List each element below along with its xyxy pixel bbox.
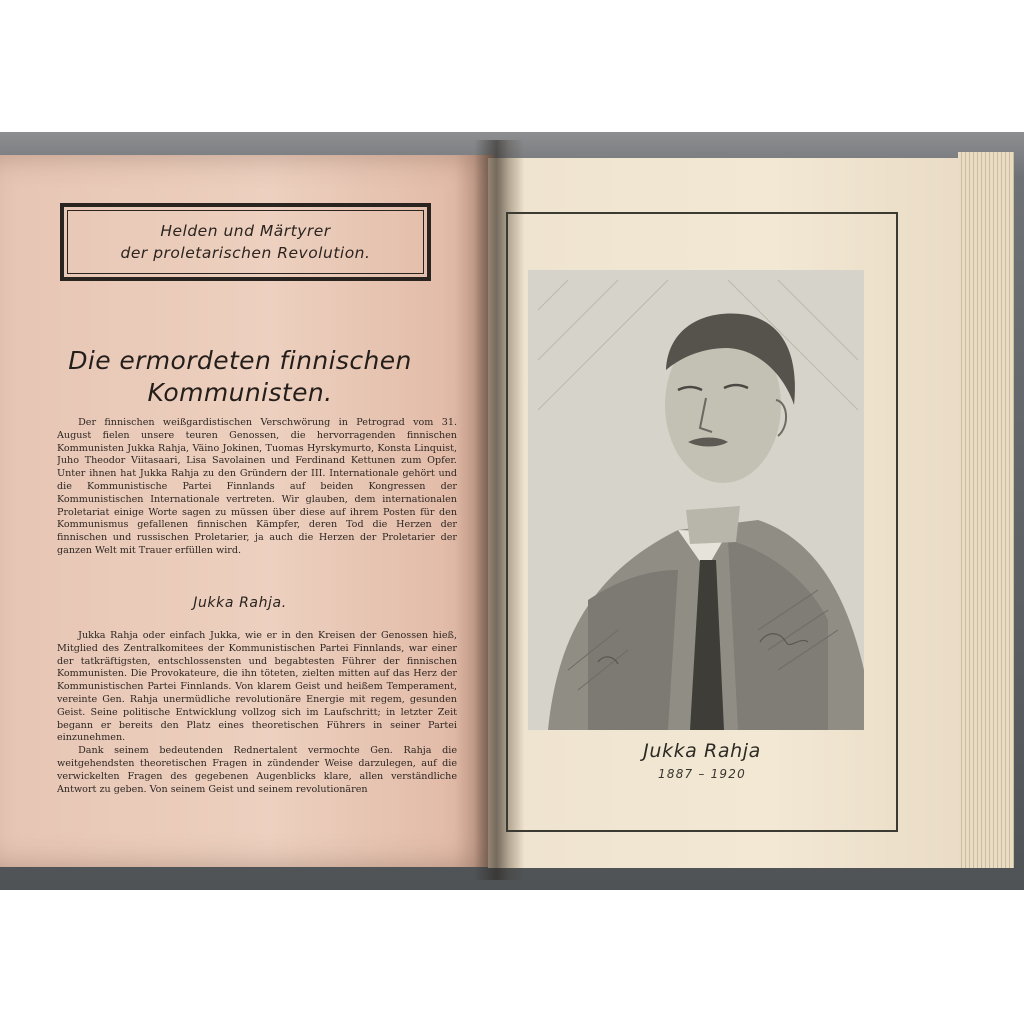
header-inner-frame	[67, 210, 424, 274]
body-paragraph-1: Jukka Rahja oder einfach Jukka, wie er in den Kreisen der Genossen hieß, Mitglied des Zentralkomitees der Kommunistischen Partei Finnlands, war einer der tatkräftigsten, entschlossensten und begabtesten Führer der finnischen Kommunisten. Die Provokateure, die ihn töteten, zielten mitten auf das Herz der Kommunistischen Partei Finnlands. Von klarem Geist und heißem Temperament, vereinte Gen. Rahja unermüdliche revolutionäre Energie mit regem, gesunden Geist. Seine politische Entwicklung vollzog sich im Laufschritt; in letzter Zeit begann er bereits den Platz eines theoretischen Führers in seiner Partei einzunehmen.	[57, 630, 457, 744]
portrait-drawing	[528, 270, 864, 730]
caption-dates: 1887 – 1920	[658, 767, 746, 781]
caption-name: Jukka Rahja	[643, 740, 761, 762]
intro-text	[57, 417, 457, 577]
intro-paragraph: Der finnischen weißgardistischen Verschwörung in Petrograd vom 31. August fielen unsere teuren Genossen, die hervorragenden finnischen Kommunisten Jukka Rahja, Väino Jokinen, Tuomas Hyrskymurto, Konsta Linquist, Juho Theodor Viitasaari, Lisa Savolainen und Ferdinand Kettunen zum Opfer. Unter ihnen hat Jukka Rahja zu den Gründern der III. Internationale gehört und die Kommunistische Partei Finnlands auf beiden Kongressen der Kommunistischen Internationale vertreten. Wir glauben, dem internationalen Proletariat einige Worte sagen zu müssen über diese auf ihrem Posten für den Kommunismus gefallenen finnischen Kämpfer, deren Tod die Herzen der finnischen und russischen Proletarier, ja auch die Herzen der Proletarier der ganzen Welt mit Trauer erfüllen wird.	[57, 417, 457, 556]
body-text	[57, 630, 457, 812]
page-title	[50, 345, 430, 409]
section-heading: Jukka Rahja.	[193, 595, 287, 611]
header-line-1: Helden und Märtyrer	[160, 222, 331, 240]
page-edges	[958, 152, 1014, 868]
header-box	[60, 203, 431, 281]
body-paragraph-2: Dank seinem bedeutenden Rednertalent vermochte Gen. Rahja die weitgehendsten theoretischen Fragen in zündender Weise darzulegen, auf die verwickelten Fragen des gegebenen Augenblicks klare, allen verständliche Antwort zu geben. Von seinem Geist und seinem revolutionären	[57, 745, 457, 795]
page-title-line-1: Die ermordeten finnischen	[68, 346, 412, 375]
portrait-image	[528, 270, 864, 730]
header-line-2: der proletarischen Revolution.	[120, 244, 371, 262]
page-title-line-2: Kommunisten.	[147, 378, 333, 407]
